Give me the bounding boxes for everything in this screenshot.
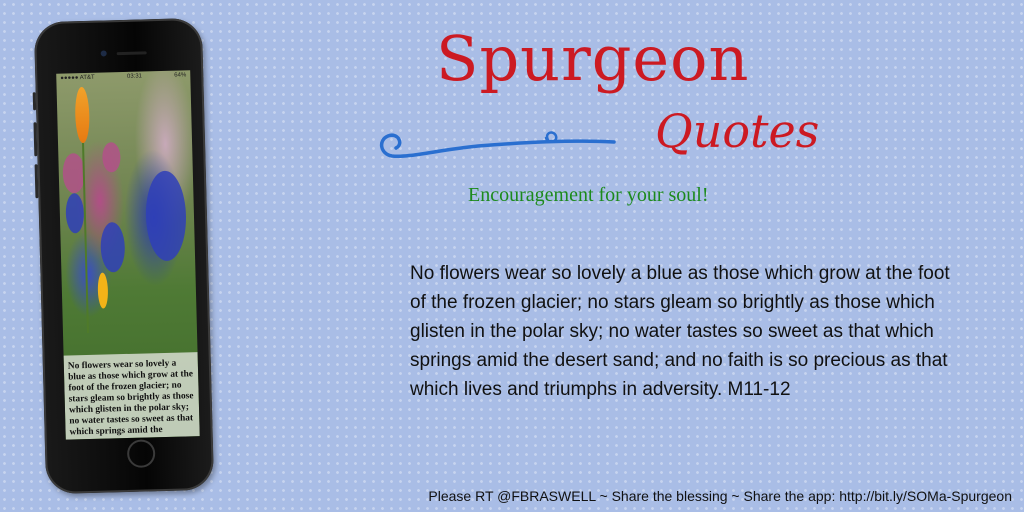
screen-quote-overlay: No flowers wear so lovely a blue as those which grow at the foot of the frozen glacier; no stars gleam so brightly as those which glisten in the polar sky; no water tastes so sweet as that which springs amid the	[64, 352, 200, 439]
flower-orange	[75, 87, 90, 143]
flower-pink	[102, 142, 121, 172]
phone-mockup	[34, 18, 214, 494]
page-subtitle: Quotes	[655, 104, 820, 158]
flower-blue	[100, 222, 125, 273]
front-camera	[101, 50, 107, 56]
flower-blue	[145, 170, 187, 261]
flower-blue	[65, 193, 84, 233]
earpiece-speaker	[117, 51, 147, 55]
flower-yellow	[97, 272, 108, 308]
home-button	[127, 439, 156, 468]
phone-status-bar	[60, 72, 186, 85]
quote-text: No flowers wear so lovely a blue as those which grow at the foot of the frozen glacier; no stars gleam so brightly as those which glisten in the polar sky; no water tastes so sweet as that which springs amid the desert sand; and no faith is so precious as that which lives and triumphs in adversity. M11-12	[410, 263, 950, 400]
page-title: Spurgeon	[436, 22, 750, 95]
flower-stem	[82, 143, 89, 333]
phone-screen	[56, 70, 200, 439]
status-carrier: ●●●●● AT&T	[60, 74, 95, 82]
swirl-ornament	[378, 120, 618, 172]
footer-share-text: Please RT @FBRASWELL ~ Share the blessing ~ Share the app: http://bit.ly/SOMa-Spurgeon	[428, 488, 1012, 504]
status-battery: 64%	[174, 72, 187, 79]
volume-up-button	[33, 122, 37, 156]
volume-down-button	[35, 164, 39, 198]
mute-switch	[33, 92, 36, 110]
status-time: 03:31	[126, 73, 143, 80]
tagline: Encouragement for your soul!	[468, 184, 709, 206]
